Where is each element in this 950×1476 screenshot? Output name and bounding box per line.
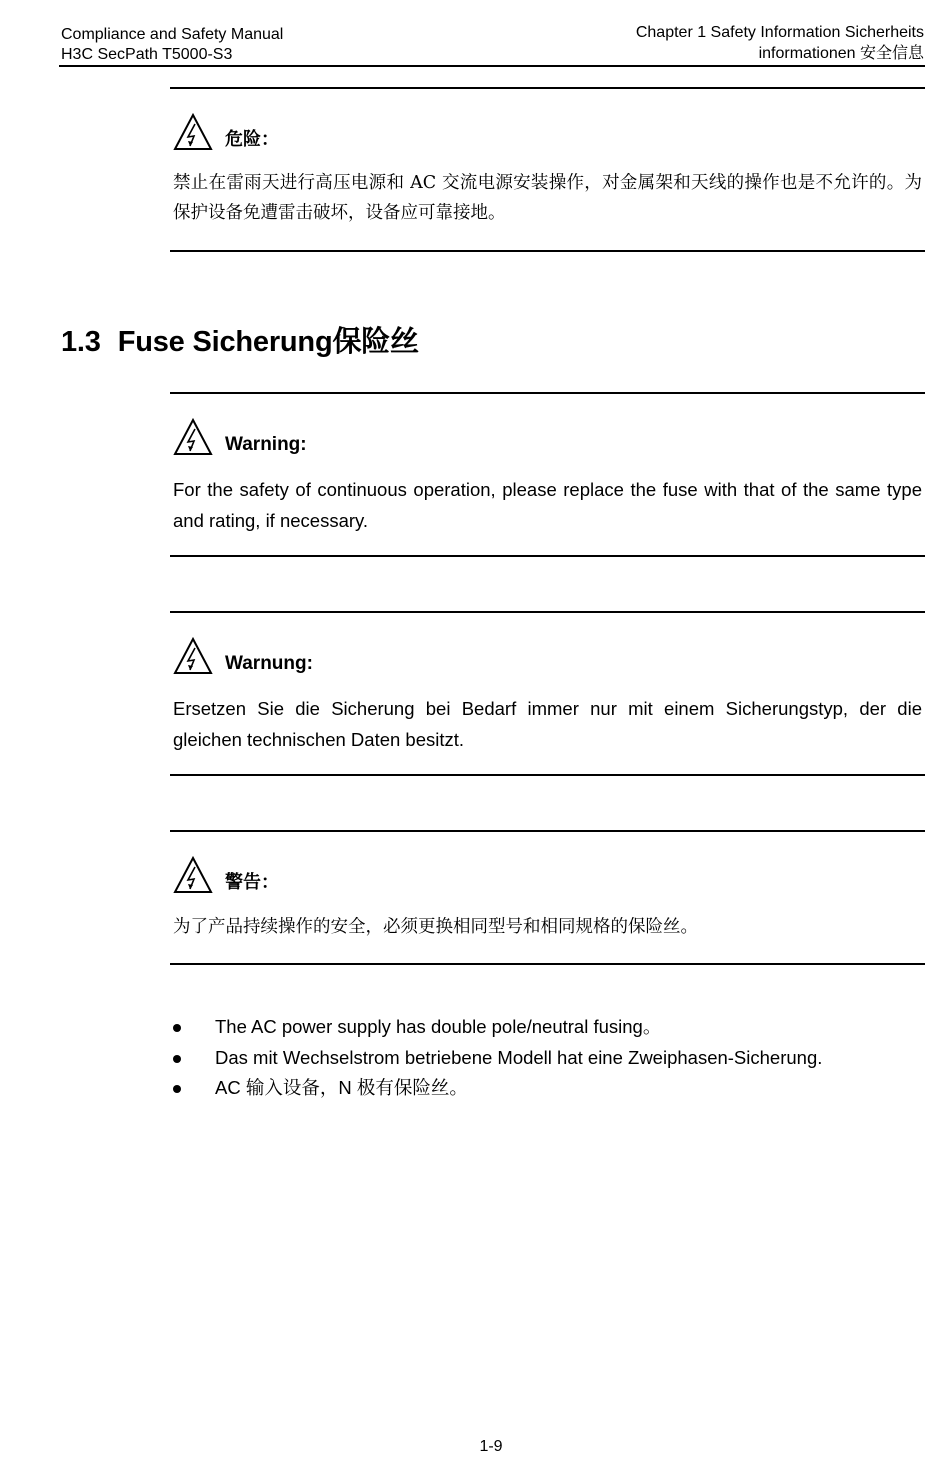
chapter-title-line2: informationen 安全信息 (758, 45, 924, 62)
bullet-icon (173, 1085, 181, 1093)
warnung-note-label: Warnung: (225, 653, 313, 674)
list-item: The AC power supply has double pole/neutral fusing。 (170, 1012, 910, 1043)
list-item: Das mit Wechselstrom betriebene Modell hat eine Zweiphasen-Sicherung. (170, 1043, 910, 1074)
section-heading (61, 324, 419, 360)
list-item: AC 输入设备，N 极有保险丝。 (170, 1073, 910, 1104)
header-right (636, 22, 924, 64)
warning-note-text: For the safety of continuous operation, please replace the fuse with that of the same type and rating, if necessary. (173, 479, 922, 531)
high-voltage-warning-icon (173, 417, 213, 457)
danger-note-label: 危险： (225, 129, 279, 150)
page-number: 1-9 (479, 1438, 503, 1455)
high-voltage-warning-icon (173, 636, 213, 676)
product-name: H3C SecPath T5000-S3 (61, 46, 233, 63)
cjk-warning-note-top-rule (170, 830, 925, 832)
header-left (61, 25, 283, 65)
high-voltage-warning-icon (173, 112, 213, 152)
warnung-note-heading (173, 632, 313, 676)
danger-note-top-rule (170, 87, 925, 89)
header-rule (59, 65, 925, 67)
bullet-icon (173, 1055, 181, 1063)
warning-note-top-rule (170, 392, 925, 394)
cjk-warning-note-text: 为了产品持续操作的安全，必须更换相同型号和相同规格的保险丝。 (173, 917, 698, 937)
warnung-note-text: Ersetzen Sie die Sicherung bei Bedarf immer nur mit einem Sicherungstyp, der die gleichen technischen Daten besitzt. (173, 698, 922, 750)
warning-note-heading (173, 413, 307, 457)
cjk-warning-note-heading (173, 851, 279, 895)
cjk-warning-note-label: 警告： (225, 872, 279, 893)
bullet-icon (173, 1024, 181, 1032)
manual-title: Compliance and Safety Manual (61, 26, 284, 43)
warnung-note-top-rule (170, 611, 925, 613)
danger-note-bottom-rule (170, 250, 925, 252)
danger-note-heading (173, 108, 279, 152)
warning-note-bottom-rule (170, 555, 925, 557)
warning-note-label: Warning: (225, 434, 307, 455)
cjk-warning-note-bottom-rule (170, 963, 925, 965)
high-voltage-warning-icon (173, 855, 213, 895)
warnung-note-bottom-rule (170, 774, 925, 776)
section-title: Fuse Sicherung保险丝 (117, 326, 419, 358)
danger-note-text: 禁止在雷雨天进行高压电源和 AC 交流电源安装操作，对金属架和天线的操作也是不允许的。为保护设备免遭雷击破坏，设备应可靠接地。 (173, 173, 922, 223)
chapter-title-line1: Chapter 1 Safety Information Sicherheits (635, 24, 924, 41)
fuse-bullet-list (170, 1012, 910, 1104)
section-number: 1.3 (61, 326, 101, 358)
